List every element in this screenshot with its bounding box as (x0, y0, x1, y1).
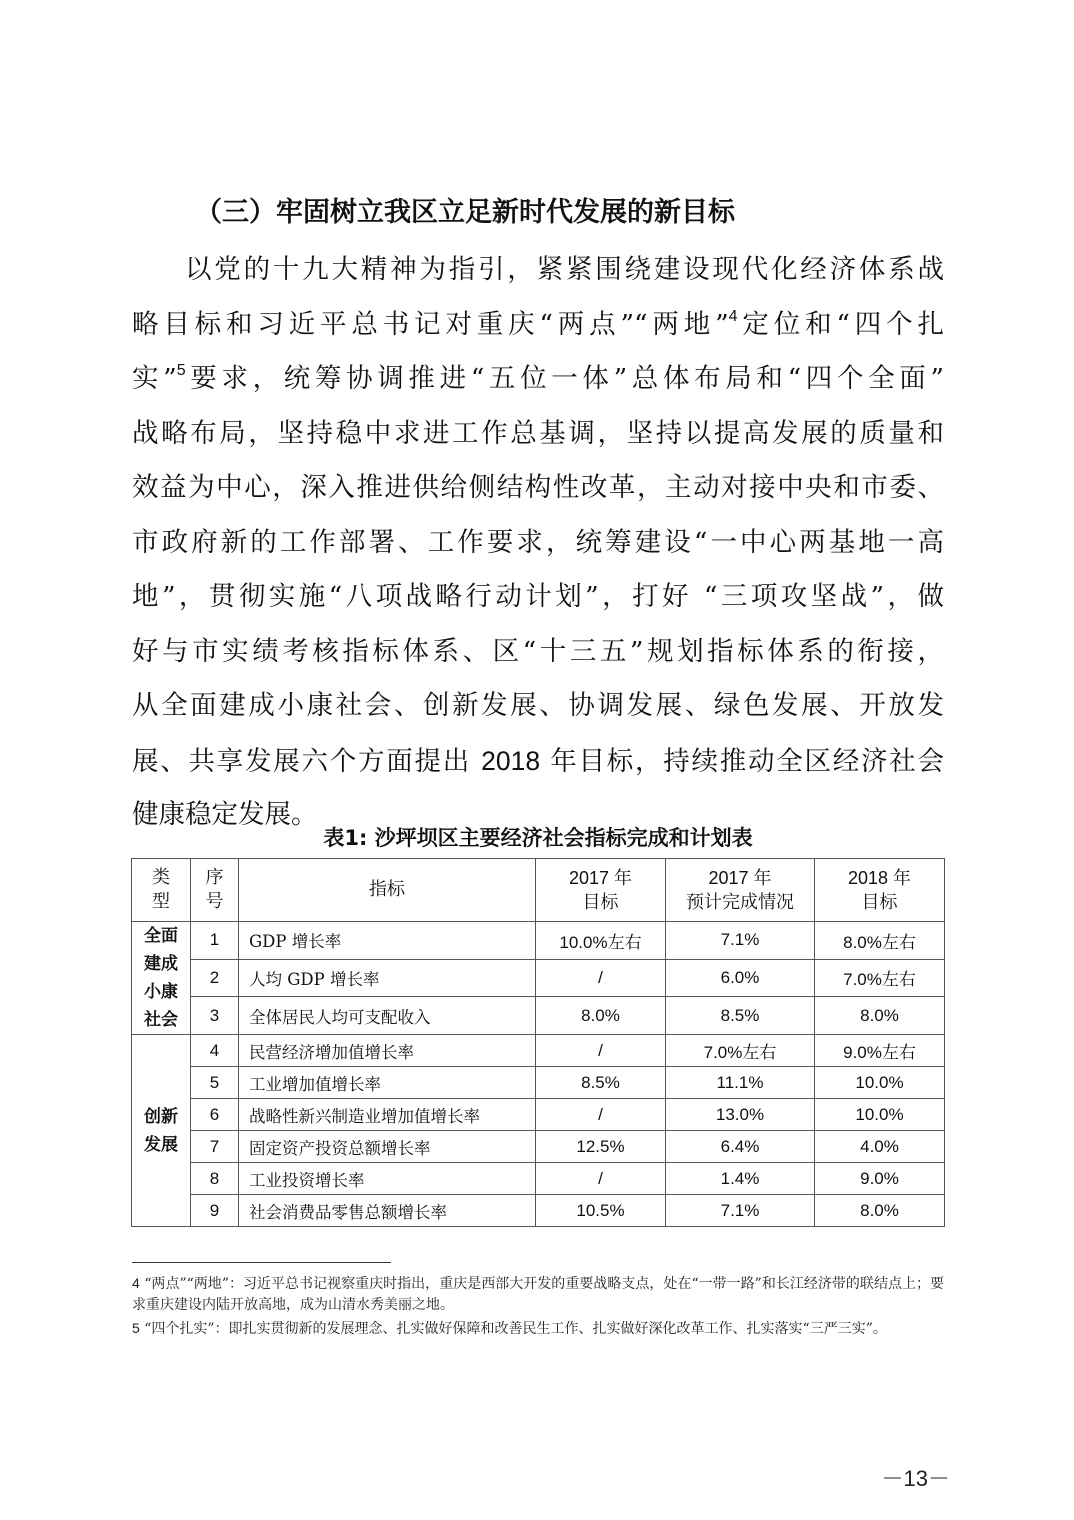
header-target-2018: 2018 年 目标 (815, 859, 945, 922)
page-number: －13－ (881, 1466, 950, 1491)
indicator-cell: 民营经济增加值增长率 (239, 1035, 536, 1067)
table-row (132, 1163, 945, 1195)
seq-cell: 9 (191, 1195, 239, 1227)
target-2018-cell: 8.0%左右 (815, 922, 945, 960)
footnote-number: 4 (132, 1275, 140, 1291)
table-row (132, 922, 945, 960)
indicator-cell: 全体居民人均可支配收入 (239, 997, 536, 1035)
indicator-cell: 工业增加值增长率 (239, 1067, 536, 1099)
table-row (132, 1131, 945, 1163)
paragraph-line (132, 352, 944, 407)
indicator-cell: 社会消费品零售总额增长率 (239, 1195, 536, 1227)
indicator-cell: 固定资产投资总额增长率 (239, 1131, 536, 1163)
footnote-ref-5[interactable]: 5 (176, 362, 186, 379)
table-header-row (132, 859, 945, 922)
category-line: 创新 (144, 1106, 178, 1127)
seq-cell: 2 (191, 959, 239, 997)
line-text: 年目标，持续推动全区经济社会 (540, 745, 944, 777)
category-line: 发展 (144, 1134, 178, 1155)
estimate-2017-cell: 13.0% (666, 1099, 815, 1131)
target-2017-cell: / (536, 1163, 666, 1195)
seq-cell: 7 (191, 1131, 239, 1163)
header-target-2017: 2017 年 目标 (536, 859, 666, 922)
seq-cell: 5 (191, 1067, 239, 1099)
indicator-cell: 工业投资增长率 (239, 1163, 536, 1195)
target-2018-cell: 8.0% (815, 1195, 945, 1227)
header-estimate-2017: 2017 年 预计完成情况 (666, 859, 815, 922)
header-type: 类 型 (132, 859, 191, 922)
header-seq: 序 号 (191, 859, 239, 922)
target-2017-cell: / (536, 1035, 666, 1067)
estimate-2017-cell: 6.4% (666, 1131, 815, 1163)
line-text: 实” (132, 363, 177, 394)
table-row (132, 1035, 945, 1067)
paragraph-line: 好与市实绩考核指标体系、区“十三五”规划指标体系的衔接， (132, 635, 944, 667)
footnote-text: “两点”“两地”：习近平总书记视察重庆时指出，重庆是西部大开发的重要战略支点，处在“一带一路”和长江经济带的联结点上；要求重庆建设内陆开放高地，成为山清水秀美丽之地。 (132, 1276, 944, 1313)
indicator-cell: 战略性新兴制造业增加值增长率 (239, 1099, 536, 1131)
target-2017-cell: 10.5% (536, 1195, 666, 1227)
paragraph-line: 市政府新的工作部署、工作要求，统筹建设“一中心两基地一高 (132, 526, 944, 558)
footnote-ref-4[interactable]: 4 (728, 307, 738, 325)
footnote-4 (132, 1273, 944, 1316)
table-row (132, 1099, 945, 1131)
body-paragraph (132, 243, 944, 843)
section-heading: （三）牢固树立我区立足新时代发展的新目标 (195, 197, 735, 228)
table-body (132, 922, 945, 1227)
seq-cell: 4 (191, 1035, 239, 1067)
header-indicator: 指标 (239, 859, 536, 922)
indicator-table (131, 858, 945, 1227)
table-caption: 表1: 沙坪坝区主要经济社会指标完成和计划表 (323, 826, 753, 850)
year-number: 2018 (481, 745, 541, 776)
table-row (132, 1067, 945, 1099)
footnote-divider (132, 1262, 391, 1263)
footnote-5 (132, 1318, 944, 1340)
estimate-2017-cell: 7.1% (666, 1195, 815, 1227)
seq-cell: 3 (191, 997, 239, 1035)
category-cell (132, 1035, 191, 1227)
paragraph-line: 地”，贯彻实施“八项战略行动计划”，打好 “三项攻坚战”，做 (132, 581, 944, 612)
estimate-2017-cell: 8.5% (666, 997, 815, 1035)
seq-cell: 8 (191, 1163, 239, 1195)
target-2017-cell: 8.5% (536, 1067, 666, 1099)
paragraph-line (132, 734, 944, 789)
line-text: 略目标和习近平总书记对重庆“两点”“两地” (132, 308, 729, 340)
category-cell (132, 922, 191, 1035)
footnotes (132, 1273, 944, 1342)
target-2017-cell: 8.0% (536, 997, 666, 1035)
target-2018-cell: 7.0%左右 (815, 959, 945, 997)
table-row (132, 1195, 945, 1227)
target-2017-cell: 10.0%左右 (536, 922, 666, 960)
category-line: 全面 (144, 926, 178, 946)
line-text: 展、共享发展六个方面提出 (132, 745, 482, 777)
category-line: 社会 (144, 1010, 178, 1030)
indicator-cell: 人均 GDP 增长率 (239, 959, 536, 997)
table-row (132, 959, 945, 997)
target-2018-cell: 9.0% (815, 1163, 945, 1195)
target-2018-cell: 10.0% (815, 1067, 945, 1099)
estimate-2017-cell: 6.0% (666, 959, 815, 997)
target-2017-cell: / (536, 959, 666, 997)
estimate-2017-cell: 7.0%左右 (666, 1035, 815, 1067)
target-2018-cell: 4.0% (815, 1131, 945, 1163)
paragraph-line: 以党的十九大精神为指引，紧紧围绕建设现代化经济体系战 (185, 254, 944, 285)
line-text: 要求，统筹协调推进“五位一体”总体布局和“四个全面” (185, 363, 944, 394)
table-row (132, 997, 945, 1035)
footnote-text: “四个扎实”：即扎实贯彻新的发展理念、扎实做好保障和改善民生工作、扎实做好深化改革工作、扎实落实“三严三实”。 (139, 1321, 887, 1337)
seq-cell: 1 (191, 922, 239, 960)
paragraph-line: 从全面建成小康社会、创新发展、协调发展、绿色发展、开放发 (132, 690, 944, 721)
estimate-2017-cell: 7.1% (666, 922, 815, 960)
target-2018-cell: 8.0% (815, 997, 945, 1035)
paragraph-line (132, 298, 944, 353)
category-line: 建成 (144, 954, 178, 974)
paragraph-line: 效益为中心，深入推进供给侧结构性改革，主动对接中央和市委、 (132, 472, 944, 503)
line-text: 定位和“四个扎 (737, 308, 944, 340)
paragraph-line: 战略布局，坚持稳中求进工作总基调，坚持以提高发展的质量和 (132, 417, 944, 449)
target-2017-cell: 12.5% (536, 1131, 666, 1163)
indicator-cell: GDP 增长率 (239, 922, 536, 960)
seq-cell: 6 (191, 1099, 239, 1131)
paragraph-line: 健康稳定发展。 (132, 799, 318, 830)
estimate-2017-cell: 1.4% (666, 1163, 815, 1195)
target-2018-cell: 10.0% (815, 1099, 945, 1131)
category-line: 小康 (144, 982, 178, 1002)
target-2018-cell: 9.0%左右 (815, 1035, 945, 1067)
target-2017-cell: / (536, 1099, 666, 1131)
estimate-2017-cell: 11.1% (666, 1067, 815, 1099)
footnote-number: 5 (132, 1320, 140, 1336)
